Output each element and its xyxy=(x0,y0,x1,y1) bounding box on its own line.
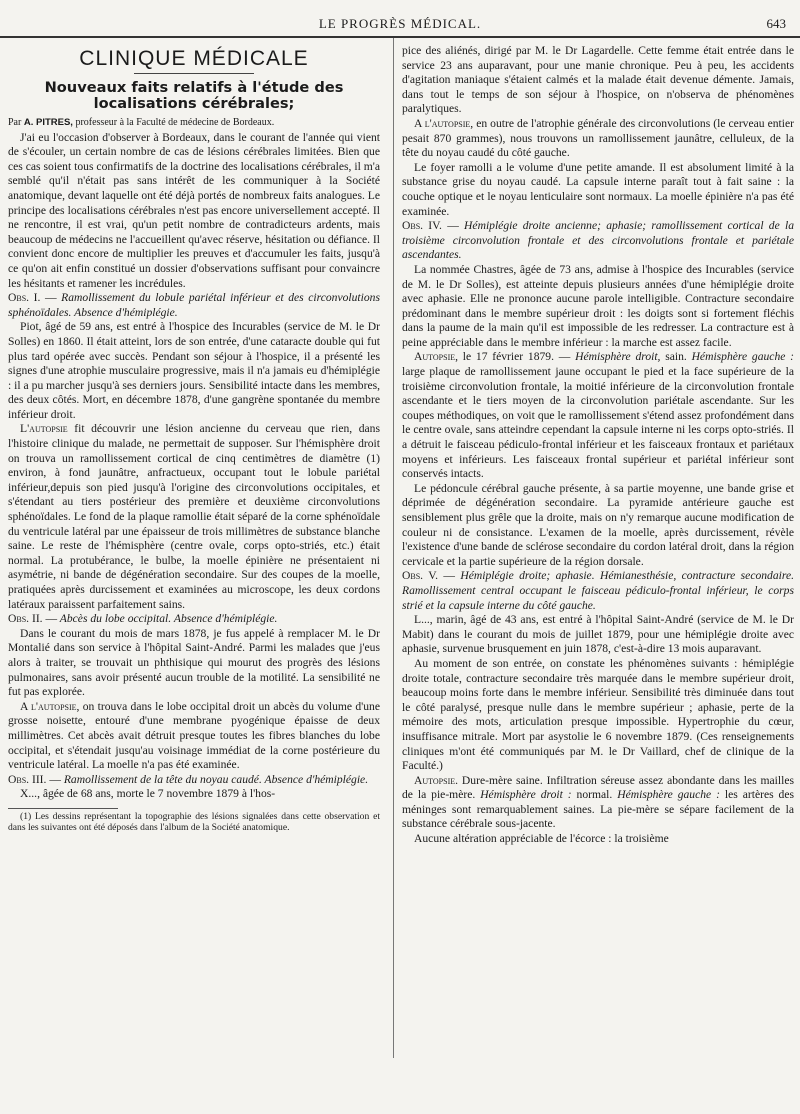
obs1-autopsy-text: fit découvrir une lésion ancienne du cerveau que rien, dans l'histoire clinique du malade, ne permettait de supposer. Sur l'hémisphère droit on trouva un ramollissement cortical de cinq centimètres de diamètre (1) environ, à fond jaunâtre, anfractueux, occupant tout le lobule pariétal inférieur,depuis son pied jusqu'à l'origine des circonvolutions occipitales, et s'étendant au tiers postérieur des première et deuxième circonvolutions sphénoïdales. Le fond de la plaque ramollie était séparé de la corne sphénoïdale du ventricule latéral par une épaisseur de trois millimètres de substance blanche saine. Le reste de l'hémisphère (centre ovale, corps opto-striés, etc.) était normal. La protubérance, le bulbe, la moelle épinière ne présentaient ni asymétrie, ni bande de dégénération secondaire. Sur des coupes de la moelle, pratiquées après durcissement et examinées au microscope, les deux cordons latéraux paraissent parfaitement sains. xyxy=(8,422,380,611)
footnote: (1) Les dessins représentant la topographie des lésions signalées dans cette observation et dans les suivantes ont été déposés dans l'album de la Société anatomique. xyxy=(8,810,380,834)
obs5-meninges: Dure-mère saine. Infiltration séreuse assez abondante dans les mailles de la pie-mère. xyxy=(402,773,794,802)
obs2-label: Obs. II. — xyxy=(8,612,58,626)
column-divider xyxy=(393,38,394,1058)
obs4-left-finding: large plaque de ramollissement jaune occupant le pied et la face supérieure de la troisième circonvolution frontale, la moitié inférieure de la circonvolution frontale ascendante et le tiers moyen de la circonvolution pariétale ascendante. Sur les coupes méthodiques, on voit que le ramollissement s'étend assez profondément dans le centre ovale, sans atteindre cependant la capsule interne ni les corps opto-striés. Il a détruit le faisceau pédiculo-frontal inférieur et les faisceaux frontaux et pariétaux moyens et inférieurs. Les faisceaux frontal supérieur et pariétal inférieur sont conservés intacts. xyxy=(402,365,794,481)
obs4-autopsy-date: le 17 février 1879. — xyxy=(458,350,576,364)
obs5-title: Hémiplégie droite; aphasie. Hémianesthésie, contracture secondaire. Ramollissement central occupant le faisceau pédiculo-frontal inférieur, le corps strié et la capsule interne du côté gauche. xyxy=(402,569,794,612)
running-title: LE PROGRÈS MÉDICAL. xyxy=(318,16,482,31)
obs4-title: Hémiplégie droite ancienne; aphasie; ramollissement cortical de la troisième circonvolution frontale et des circonvolutions frontale et pariétale ascendantes. xyxy=(402,219,794,262)
obs2-paragraph-2 xyxy=(8,700,380,773)
obs3-continuation: pice des aliénés, dirigé par M. le Dr Lagardelle. Cette femme était entrée dans le service 23 ans auparavant, pour une manie chronique. Peu à peu, les accidents d'agitation maniaque s'étaient calmés et la malade était devenue démente. Jamais, dans tout le temps de son séjour à l'hospice, on n'observa de phénomènes paralytiques. xyxy=(402,44,794,116)
obs1-paragraph-1: Piot, âgé de 59 ans, est entré à l'hospice des Incurables (service de M. le Dr Solles) en 1860. Il était atteint, lors de son entrée, d'une cataracte double qui fut plus tard opérée avec succès. Pendant son séjour à l'hospice, il a présenté les signes d'une atrophie musculaire progressive, mais il n'a jamais eu d'hémiplégie : il a pu marcher jusqu'à ses derniers jours. Sensibilité intacte dans les membres, des deux côtés. Mort, en décembre 1878, d'une gangrène spontanée du membre inférieur droit. xyxy=(8,320,380,421)
section-rule xyxy=(134,73,254,74)
obs3-autopsy xyxy=(402,117,794,161)
obs5-hemisphere-right: Hémisphère droit : xyxy=(480,788,572,802)
obs2-paragraph-1: Dans le courant du mois de mars 1878, je fus appelé à remplacer M. le Dr Montalié dans son service à l'hôpital Saint-André. Parmi les malades que j'eus alors à traiter, se trouvait un phthisique qui mourut des progrès des lésions pulmonaires, sans avoir présenté aucun trouble de la motilité. La sensibilité ne fut pas explorée. xyxy=(8,626,380,699)
obs3-heading xyxy=(8,773,380,788)
obs5-label: Obs. V. — xyxy=(402,569,455,583)
intro-paragraph: J'ai eu l'occasion d'observer à Bordeaux, dans le courant de l'année qui vient de s'écouler, un certain nombre de cas de lésions cérébrales limitées. Bien que ces cas soient tous confirmatifs de la doctrine des localisations cérébrales, il m'a semblé qu'il n'était pas sans intérêt de les communiquer à la Société anatomique, devant laquelle ont été déjà portés de nombreux faits analogues. Le principe des localisations cérébrales n'est pas encore universellement accepté. Il ne rencontre, il est vrai, qu'un petit nombre de contradicteurs ardents, mais beaucoup de médecins ne l'accueillent qu'avec réserve, hésitation ou défiance. Il convient donc encore de multiplier les preuves et d'accumuler les faits, jusqu'à ce qu'on ait enfin constitué un dossier d'observations suffisant pour convaincre les hésitants et ramener les incrédules. xyxy=(8,130,380,290)
obs5-hemisphere-left: Hémisphère gauche : xyxy=(617,788,720,802)
obs2-heading xyxy=(8,612,380,627)
obs4-label: Obs. IV. — xyxy=(402,219,459,233)
obs4-paragraph-3: Le pédoncule cérébral gauche présente, à sa partie moyenne, une bande grise et déprimée de dégénération secondaire. La pyramide antérieure gauche est sensiblement plus grêle que la droite, mais on n'y remarque aucune modification de couleur ni de consistance. L'examen de la moelle, après durcissement, révèle l'existence d'une bande de sclérose secondaire du cordon latéral droit, dans la région cervicale et la partie supérieure de la région dorsale. xyxy=(402,481,794,568)
section-title: CLINIQUE MÉDICALE xyxy=(79,47,309,70)
obs5-paragraph-4: Aucune altération appréciable de l'écorce : la troisième xyxy=(414,832,669,846)
obs1-autopsy-label: L'autopsie xyxy=(20,422,68,436)
obs1-heading xyxy=(8,291,380,320)
obs4-hemisphere-left: Hémisphère gauche : xyxy=(691,350,795,364)
obs5-autopsy-label: Autopsie. xyxy=(414,773,459,787)
byline-prefix: Par xyxy=(8,116,22,128)
obs5-left-finding: les artères des méninges sont remarquablement saines. La pie-mère se sépare facilement de la substance cérébrale sous-jacente. xyxy=(402,788,794,831)
byline xyxy=(8,116,380,130)
obs5-paragraph-3 xyxy=(402,774,794,832)
obs1-label: Obs. I. — xyxy=(8,291,57,305)
running-header xyxy=(0,12,800,30)
obs2-title: Abcès du lobe occipital. Absence d'hémiplégie. xyxy=(59,612,278,626)
obs3-label: Obs. III. — xyxy=(8,772,61,786)
obs4-hemisphere-right: Hémisphère droit, xyxy=(575,350,661,364)
page-number: 643 xyxy=(766,16,786,31)
obs5-paragraph-2: Au moment de son entrée, on constate les phénomènes suivants : hémiplégie droite totale, contracture secondaire très marquée dans le membre supérieur droit, beaucoup moins forte dans le membre inférieur. Sensibilité très diminuée dans tout le côté paralysé, presque nulle dans le membre supérieur ; aphasie, perte de la mémoire des mots, articulation presque impossible. Hypertrophie du cœur, insuffisance mitrale. Mort par asystolie le 6 novembre 1879. (Ces renseignements cliniques m'ont été communiqués par M. le Dr Vaillard, chef de clinique de la Faculté.) xyxy=(402,656,794,773)
obs3-title: Ramollissement de la tête du noyau caudé. Absence d'hémiplégie. xyxy=(63,772,369,786)
obs1-paragraph-2 xyxy=(8,422,380,612)
obs4-autopsy-label: Autopsie, xyxy=(414,350,459,364)
obs4-paragraph-1: La nommée Chastres, âgée de 73 ans, admise à l'hospice des Incurables (service de M. le Dr Solles), est atteinte depuis plusieurs années d'une hémiplégie droite avec aphasie. Elle ne prononce aucune parole intelligible. Contracture secondaire prédominant dans le membre supérieur droit : les doigts sont si fortement fléchis dans la paume de la main qu'il est impossible de les redresser. La contracture est à peine appréciable dans le membre inférieur : la marche est assez facile. xyxy=(402,262,794,349)
header-rule xyxy=(0,36,800,38)
obs1-title: Ramollissement du lobule pariétal inférieur et des circonvolutions sphénoïdales. Absence d'hémiplégie. xyxy=(8,291,380,319)
obs4-heading xyxy=(402,219,794,263)
author-affiliation: professeur à la Faculté de médecine de Bordeaux. xyxy=(75,116,275,128)
obs5-heading xyxy=(402,569,794,613)
obs3-autopsy-text: en outre de l'atrophie générale des circonvolutions (le cerveau entier pesait 870 grammes), nous trouvons un ramollissement jaunâtre, celluleux, de la tête du noyau caudé du côté gauche. xyxy=(402,116,794,160)
obs3-paragraph-1: X..., âgée de 68 ans, morte le 7 novembre 1879 à l'hos- xyxy=(20,787,276,801)
obs4-paragraph-2 xyxy=(402,350,794,481)
author-name: A. PITRES, xyxy=(23,116,73,128)
footnote-rule xyxy=(8,808,118,809)
obs5-paragraph-1: L..., marin, âgé de 43 ans, est entré à l'hôpital Saint-André (service de M. le Dr Mabit) dans le courant du mois de juillet 1879, pour une hémiplégie droite avec aphasie, survenue brusquement en juin 1878, c'est-à-dire 13 mois auparavant. xyxy=(402,613,794,656)
article-title: Nouveaux faits relatifs à l'étude des localisations cérébrales; xyxy=(44,78,344,112)
right-column xyxy=(402,44,794,847)
obs4-right-finding: sain. xyxy=(660,350,692,364)
obs3-autopsy-label: A l'autopsie, xyxy=(414,116,474,130)
obs3-paragraph-3: Le foyer ramolli a le volume d'une petite amande. Il est absolument limité à la substance grise du noyau caudé. La capsule interne paraît tout à fait saine : la couche optique et le noyau lenticulaire sont normaux. La moelle épinière n'a pas été examinée. xyxy=(402,160,794,218)
left-column xyxy=(8,46,380,834)
obs2-autopsy-label: A l'autopsie, xyxy=(20,699,80,713)
obs5-right-finding: normal. xyxy=(571,788,618,802)
obs2-autopsy-text: on trouva dans le lobe occipital droit un abcès du volume d'une grosse noisette, entouré d'une membrane pyogénique épaisse de deux millimètres. Cet abcès avait détruit presque toutes les fibres blanches du lobe occipital, et s'étendait jusqu'au voisinage immédiat de la corne postérieure du ventricule latéral. La moelle n'a pas été examinée. xyxy=(8,699,380,772)
